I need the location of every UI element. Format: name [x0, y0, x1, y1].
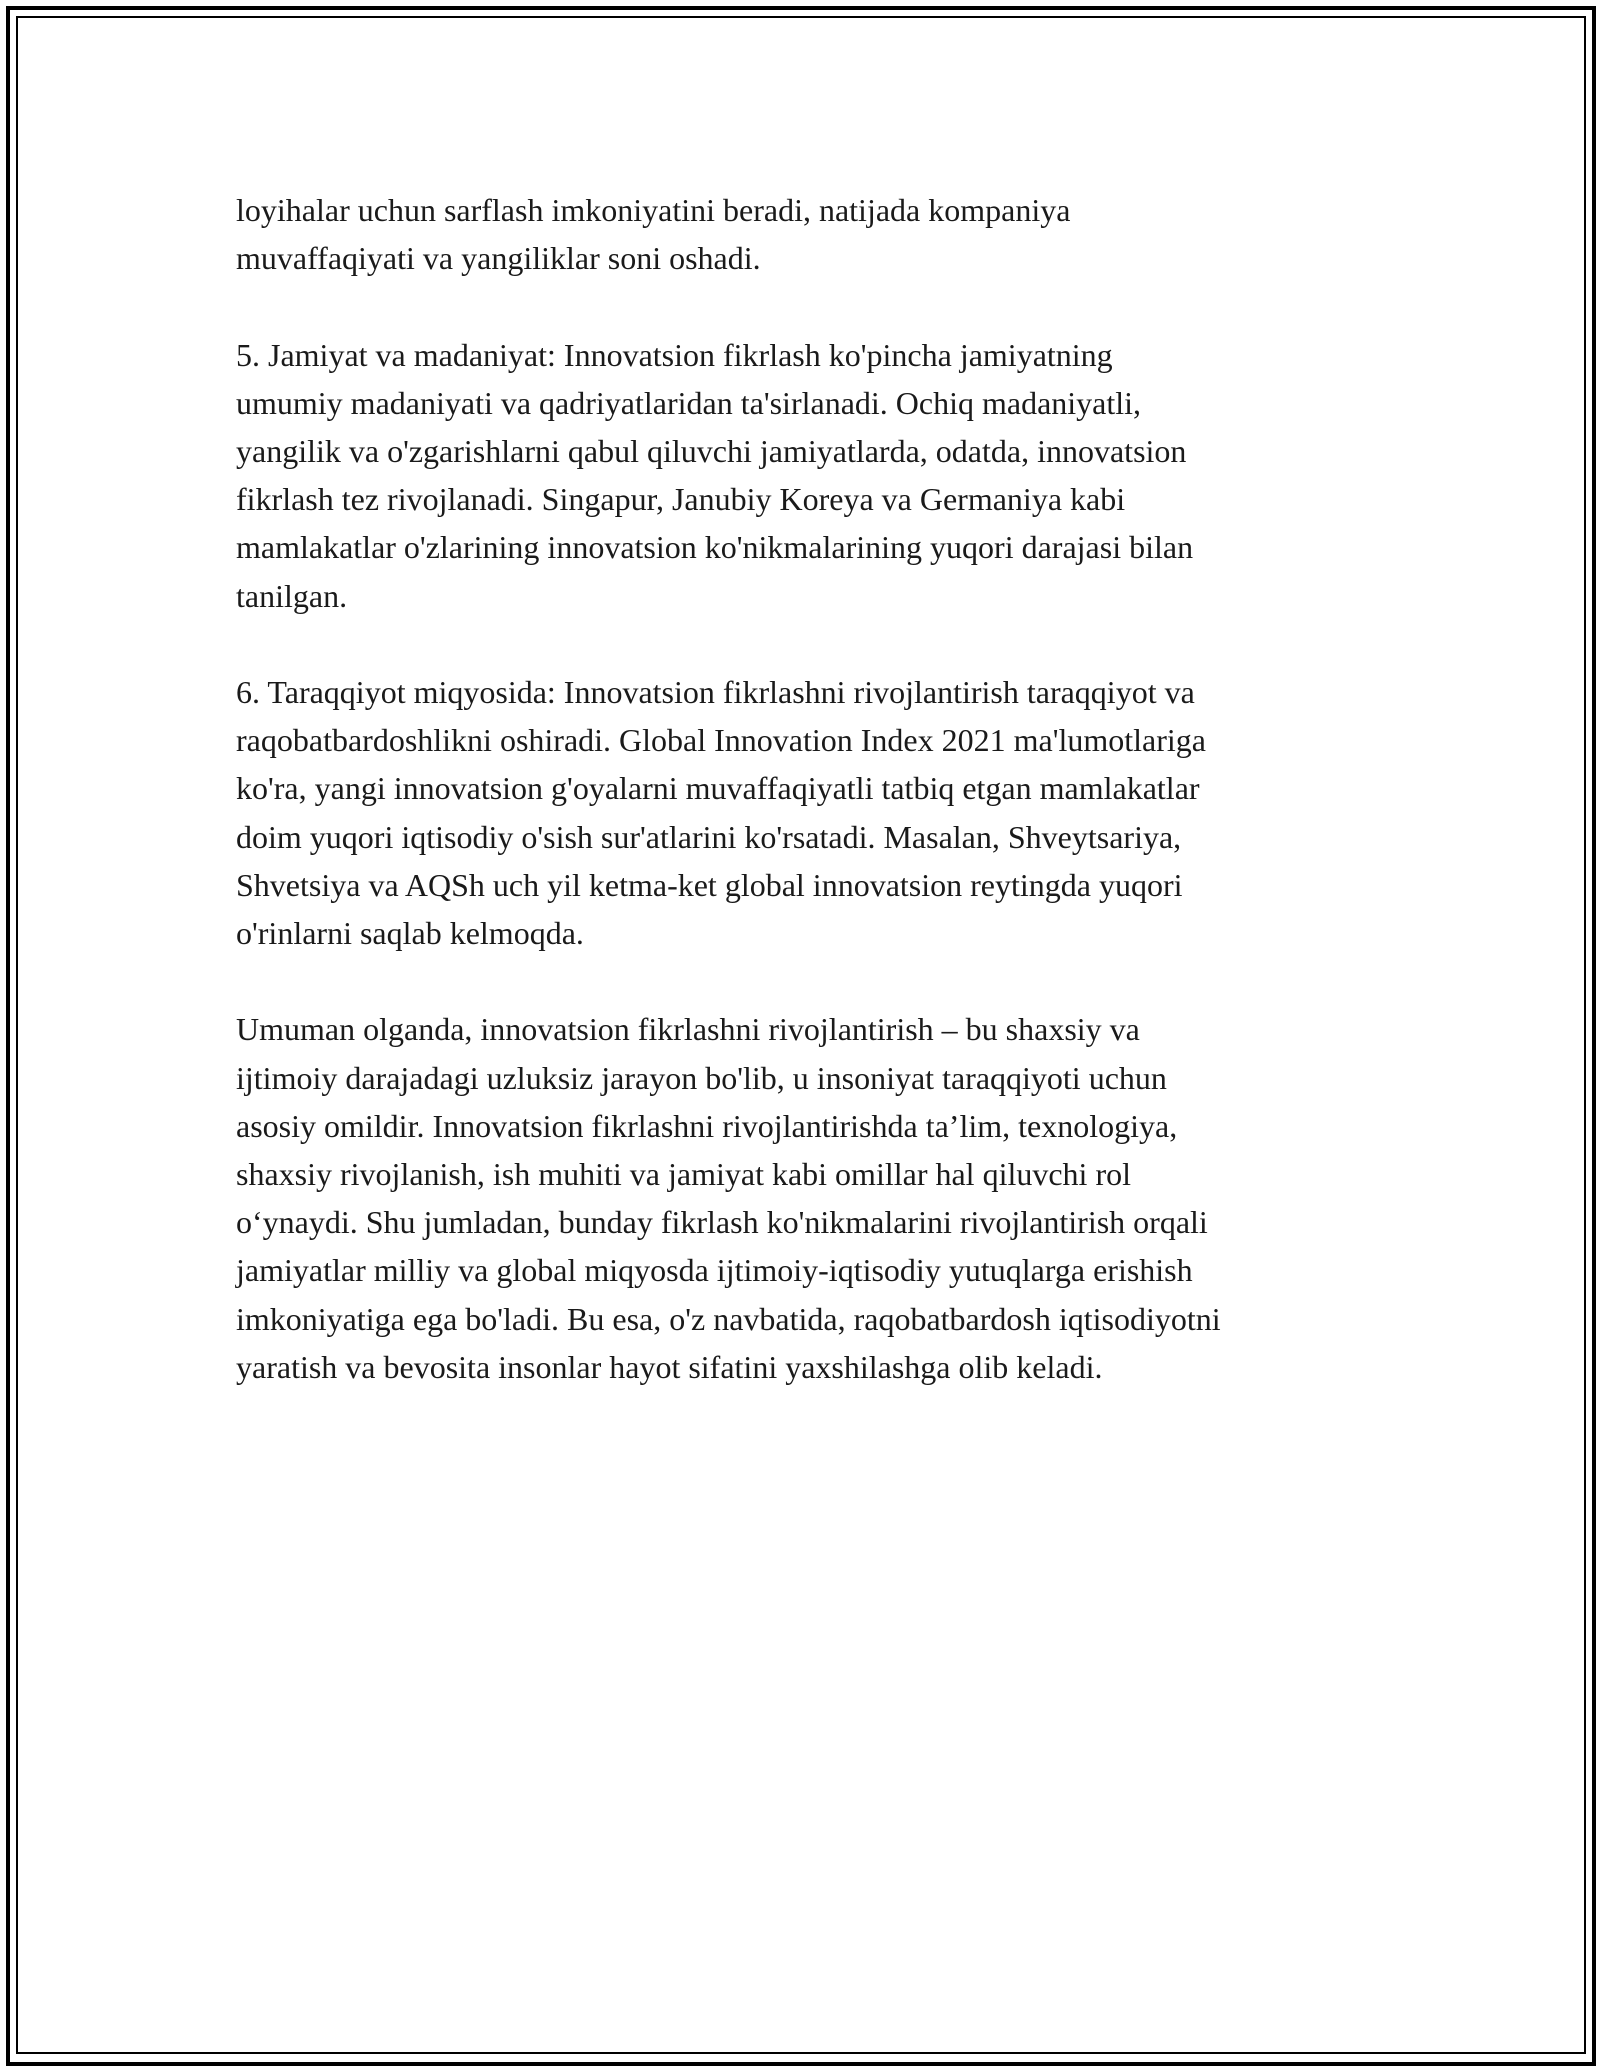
paragraph-conclusion: Umuman olganda, innovatsion fikrlashni rivojlantirish – bu shaxsiy va ijtimoiy darajadagi uzluksiz jarayon bo'lib, u insoniyat taraqqiyoti uchun asosiy omildir. Innovatsion fikrlashni rivojlantirishda ta’lim, texnologiya, shaxsiy rivojlanish, ish muhiti va jamiyat kabi omillar hal qiluvchi rol o‘ynaydi. Shu jumladan, bunday fikrlash ko'nikmalarini rivojlantirish orqali jamiyatlar milliy va global miqyosda ijtimoiy-iqtisodiy yutuqlarga erishish imkoniyatiga ega bo'ladi. Bu esa, o'z navbatida, raqobatbardosh iqtisodiyotni yaratish va bevosita insonlar hayot sifatini yaxshilashga olib keladi. — [236, 1011, 1221, 1385]
paragraph-society-culture: 5. Jamiyat va madaniyat: Innovatsion fikrlash ko'pincha jamiyatning umumiy madaniyati va qadriyatlaridan ta'sirlanadi. Ochiq madaniyatli, yangilik va o'zgarishlarni qabul qiluvchi jamiyatlarda, odatda, innovatsion fikrlash tez rivojlanadi. Singapur, Janubiy Koreya va Germaniya kabi mamlakatlar o'zlarining innovatsion ko'nikmalarining yuqori darajasi bilan tanilgan. — [236, 336, 1194, 614]
document-body — [236, 186, 1396, 1391]
paragraph-continuation: loyihalar uchun sarflash imkoniyatini beradi, natijada kompaniya muvaffaqiyati va yangiliklar soni oshadi. — [236, 192, 1071, 277]
paragraph-development-scale: 6. Taraqqiyot miqyosida: Innovatsion fikrlashni rivojlantirish taraqqiyot va raqobatbardoshlikni oshiradi. Global Innovation Index 2021 ma'lumotlariga ko'ra, yangi innovatsion g'oyalarni muvaffaqiyatli tatbiq etgan mamlakatlar doim yuqori iqtisodiy o'sish sur'atlarini ko'rsatadi. Masalan, Shveytsariya, Shvetsiya va AQSh uch yil ketma-ket global innovatsion reytingda yuqori o'rinlarni saqlab kelmoqda. — [236, 674, 1206, 952]
